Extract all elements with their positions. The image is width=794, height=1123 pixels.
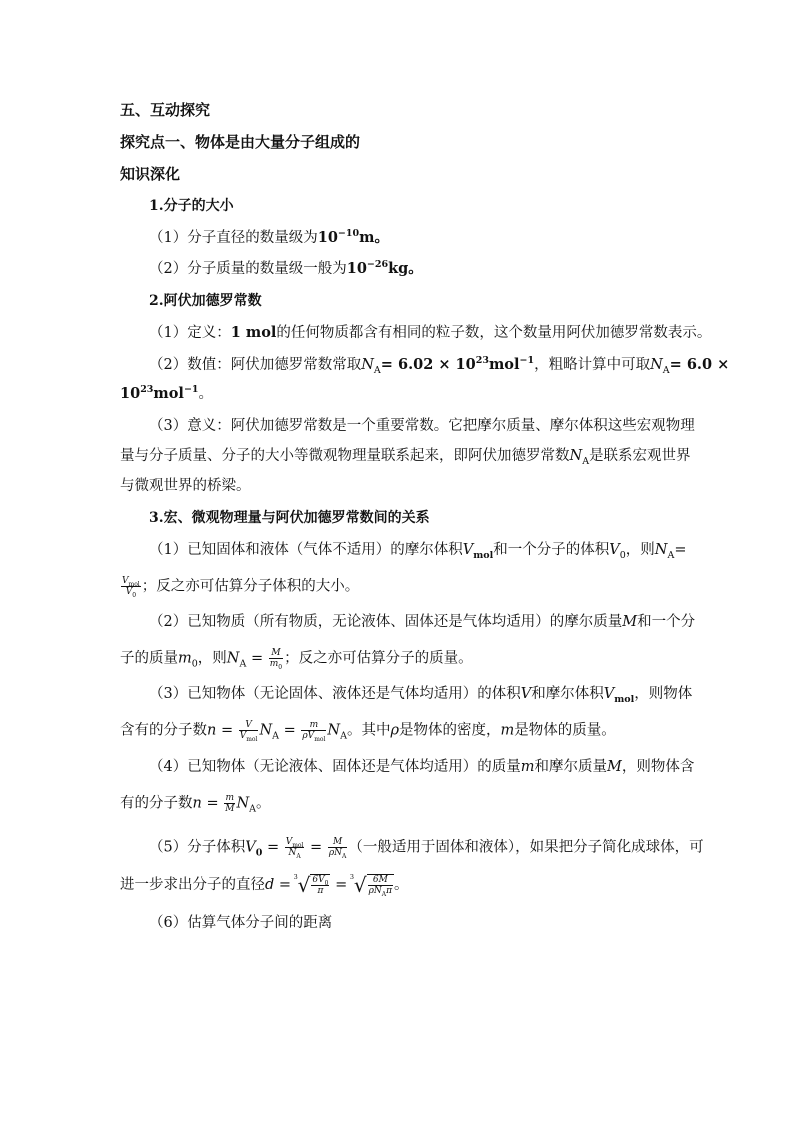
s1-p2: （2）分子质量的数量级一般为$10^{-26}kg$。 — [149, 259, 423, 277]
s3-p3-l2: 含有的分子数n = $\frac{V}{V_{mol}}$ $N_A$ = $\frac{m}{\rho V_{mol}}$ $N_A$。其中ρ是物体的密度，m是物体的质量。 — [120, 720, 616, 743]
s2-title: 2.阿伏加德罗常数 — [149, 293, 262, 309]
s1-title: 1.分子的大小 — [149, 198, 234, 214]
s3-p5-l1: （5）分子体积$V_0$ = $\frac{V_{mol}}{N_A}$ = $\frac{M}{\rho N_A}$ （一般适用于固体和液体），如果把分子简化成球体，可 — [149, 837, 704, 860]
s2-p3-l3: 与微观世界的桥梁。 — [120, 478, 251, 494]
s3-p2-l1: （2）已知物质（所有物质，无论液体、固体还是气体均适用）的摩尔质量M和一个分 — [149, 614, 696, 630]
section-title: 五、互动探究 — [120, 101, 211, 119]
s3-p1: （1）已知固体和液体（气体不适用）的摩尔体积$V_{mol}$和一个分子的体积$V_0$，则$N_A=$ — [149, 542, 687, 561]
s2-p3-l2: 量与分子质量、分子的大小等微观物理量联系起来，即阿伏加德罗常数$N_A$是联系宏观世界 — [120, 448, 691, 467]
point-title: 探究点一、物体是由大量分子组成的 — [120, 133, 361, 151]
s3-title: 3.宏、微观物理量与阿伏加德罗常数间的关系 — [149, 510, 430, 526]
s3-p4-l2: 有的分子数n = $\frac{m}{M}$ $N_A$。 — [120, 793, 271, 815]
s1-p1: （1）分子直径的数量级为$10^{-10}m$。 — [149, 228, 389, 246]
s2-p3-l1: （3）意义：阿伏加德罗常数是一个重要常数。它把摩尔质量、摩尔体积这些宏观物理 — [149, 418, 695, 434]
s2-p1: （1）定义：1 mol的任何物质都含有相同的粒子数，这个数量用阿伏加德罗常数表示。 — [149, 324, 712, 341]
s3-p1-cont: $\frac{V_{mol}}{V_0}$ ；反之亦可估算分子体积的大小。 — [122, 576, 360, 599]
s3-p3-l1: （3）已知物体（无论固体、液体还是气体均适用）的体积V和摩尔体积$V_{mol}$，则物体 — [149, 686, 693, 705]
s3-p2-l2: 子的质量$m_0$，则$N_A$ = $\frac{M}{m_0}$ ；反之亦可估算分子的质量。 — [120, 648, 473, 671]
s3-p6: （6）估算气体分子间的距离 — [149, 915, 333, 931]
s3-p4-l1: （4）已知物体（无论液体、固体还是气体均适用）的质量m和摩尔质量M，则物体含 — [149, 759, 695, 775]
s3-p5-l2: 进一步求出分子的直径d = 3 √ $\frac{6V_0}{\pi}$ = 3 √ $\frac{6M}{\rho N_A\pi}$ 。 — [120, 873, 409, 898]
s2-p2-cont: $10^{23}mol^{-1}$。 — [120, 384, 214, 402]
s2-p2: （2）数值：阿伏加德罗常数常取$N_A= 6.02 \times 10^{23}mol^{-1}$，粗略计算中可取$N_A= 6.0$ × — [149, 355, 730, 376]
deepen-title: 知识深化 — [120, 165, 181, 183]
